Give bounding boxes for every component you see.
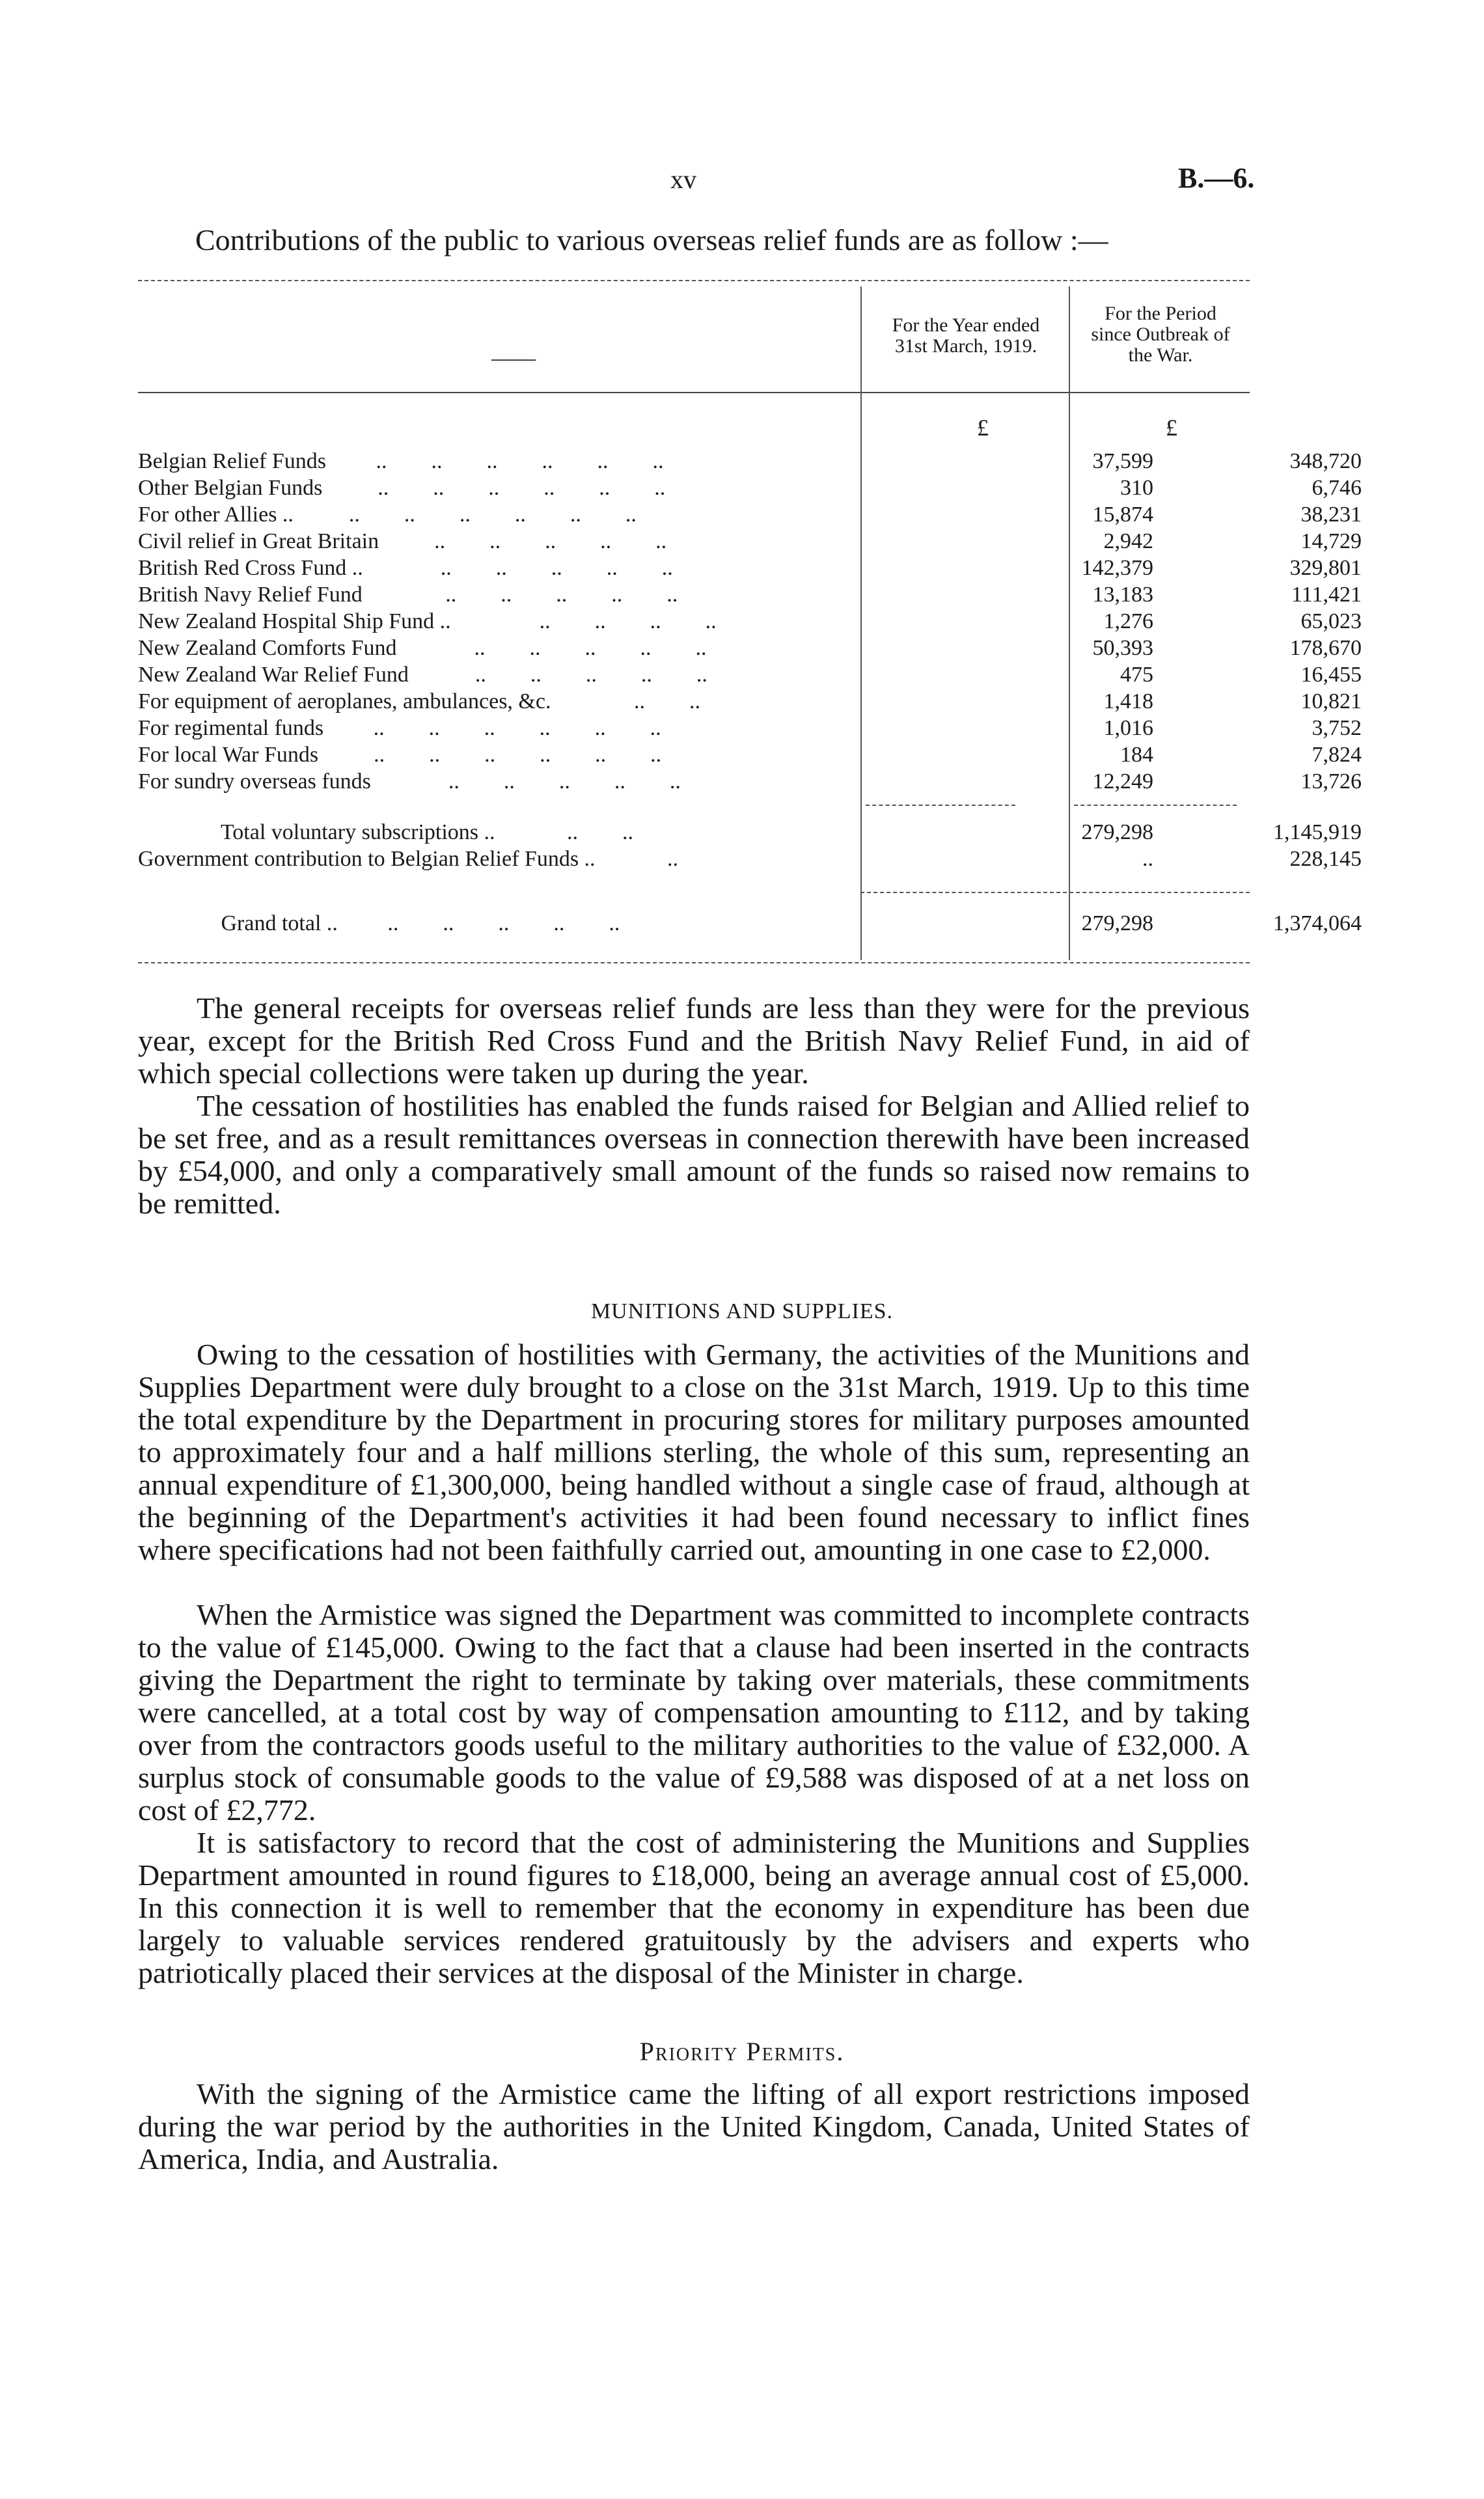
paragraph-cessation-hostilities: The cessation of hostilities has enabled the funds raised for Belgian and Allied relief to be set free, and as a result remittances overseas in connection therewith have been increased by £54,000, and only a comparatively small amount of the funds so raised now remains to be remitted. xyxy=(138,1089,1250,1220)
paragraph-administration-cost: It is satisfactory to record that the cost of administering the Munitions and Supplies Department amounted in round figures to £18,000, being an average annual cost of £5,000. In this connection it is well to remember that the economy in expenditure has been due largely to valuable services rendered gratuitously by the advisers and experts who patriotically placed their services at the disposal of the Minister in charge. xyxy=(138,1826,1250,1989)
paragraph-armistice-contracts: When the Armistice was signed the Department was committed to incomplete contracts to the value of £145,000. Owing to the fact that a clause had been inserted in the contracts giving the Department the right to terminate by taking over materials, these commitments were cancelled, at a total cost by way of compensation amounting to £112, and by taking over from the contractors goods useful to the military authorities to the value of £32,000. A surplus stock of consumable goods to the value of £9,588 was disposed of at a net loss on cost of £2,772. xyxy=(138,1598,1250,1827)
table-row: Other Belgian Funds .. .. .. .. .. .. 310 6,746 xyxy=(138,476,1362,500)
column-heading-line: the War. xyxy=(1128,344,1193,366)
column-heading-year xyxy=(863,315,1069,357)
column-heading-period xyxy=(1071,303,1250,366)
page-number: xv xyxy=(670,165,696,194)
grand-total-rule xyxy=(860,892,1250,893)
currency-symbol: £ xyxy=(977,415,989,441)
table-row: New Zealand Hospital Ship Fund .. .. .. .. .. 1,276 65,023 xyxy=(138,609,1362,633)
section-heading-munitions: MUNITIONS AND SUPPLIES. xyxy=(590,1299,894,1323)
table-head-rule xyxy=(138,392,1250,393)
table-intro: Contributions of the public to various overseas relief funds are as follow :— xyxy=(195,223,1108,256)
table-row: New Zealand Comforts Fund .. .. .. .. .. 50,393 178,670 xyxy=(138,636,1362,660)
document-reference: B.—6. xyxy=(1178,162,1255,194)
subtotal-rule xyxy=(866,805,1015,806)
table-row: For other Allies .. .. .. .. .. .. .. 15,874 38,231 xyxy=(138,503,1362,527)
subtotal-rule xyxy=(1074,805,1237,806)
column-heading-line: For the Period xyxy=(1105,303,1216,324)
table-row: For sundry overseas funds .. .. .. .. .. 12,249 13,726 xyxy=(138,769,1362,794)
table-row: Belgian Relief Funds .. .. .. .. .. .. 37,599 348,720 xyxy=(138,449,1362,473)
grand-total-row: Grand total .. .. .. .. .. .. 279,298 1,374,064 xyxy=(138,911,1362,935)
currency-symbol: £ xyxy=(1166,415,1177,441)
paragraph-munitions-department: Owing to the cessation of hostilities with Germany, the activities of the Munitions and Supplies Department were duly brought to a close on the 31st March, 1919. Up to this time the total expenditure by the Department in procuring stores for military purposes amounted to approximately four and a half millions sterling, the whole of this sum, representing an annual expenditure of £1,300,000, being handled without a single case of fraud, although at the beginning of the Department's activities it had been found necessary to inflict fines where specifications had not been faithfully carried out, amounting in one case to £2,000. xyxy=(138,1338,1250,1566)
table-row: Civil relief in Great Britain .. .. .. .. .. 2,942 14,729 xyxy=(138,529,1362,553)
column-heading-line: For the Year ended xyxy=(892,314,1040,336)
section-heading-priority-permits: Priority Permits. xyxy=(639,2037,845,2066)
table-row: For local War Funds .. .. .. .. .. .. 184 7,824 xyxy=(138,743,1362,767)
table-stub-heading: —— xyxy=(491,346,536,370)
table-top-rule xyxy=(138,280,1250,281)
table-row: New Zealand War Relief Fund .. .. .. .. .. 475 16,455 xyxy=(138,663,1362,687)
table-row: For equipment of aeroplanes, ambulances, &c. .. .. 1,418 10,821 xyxy=(138,689,1362,713)
government-contribution-row: Government contribution to Belgian Relief Funds .. .. .. 228,145 xyxy=(138,847,1362,871)
column-heading-line: 31st March, 1919. xyxy=(894,335,1037,357)
table-row: For regimental funds .. .. .. .. .. .. 1,016 3,752 xyxy=(138,716,1362,740)
paragraph-priority-permits: With the signing of the Armistice came the lifting of all export restrictions imposed during the war period by the authorities in the United Kingdom, Canada, United States of America, India, and Australia. xyxy=(138,2077,1250,2175)
table-row: British Navy Relief Fund .. .. .. .. .. 13,183 111,421 xyxy=(138,583,1362,607)
table-row: British Red Cross Fund .. .. .. .. .. .. 142,379 329,801 xyxy=(138,556,1362,580)
total-voluntary-row: Total voluntary subscriptions .. .. .. 279,298 1,145,919 xyxy=(138,820,1362,844)
paragraph-general-receipts: The general receipts for overseas relief funds are less than they were for the previous year, except for the British Red Cross Fund and the British Navy Relief Fund, in aid of which special collections were taken up during the year. xyxy=(138,991,1250,1090)
table-bottom-rule xyxy=(138,962,1250,963)
column-heading-line: since Outbreak of xyxy=(1091,324,1230,345)
